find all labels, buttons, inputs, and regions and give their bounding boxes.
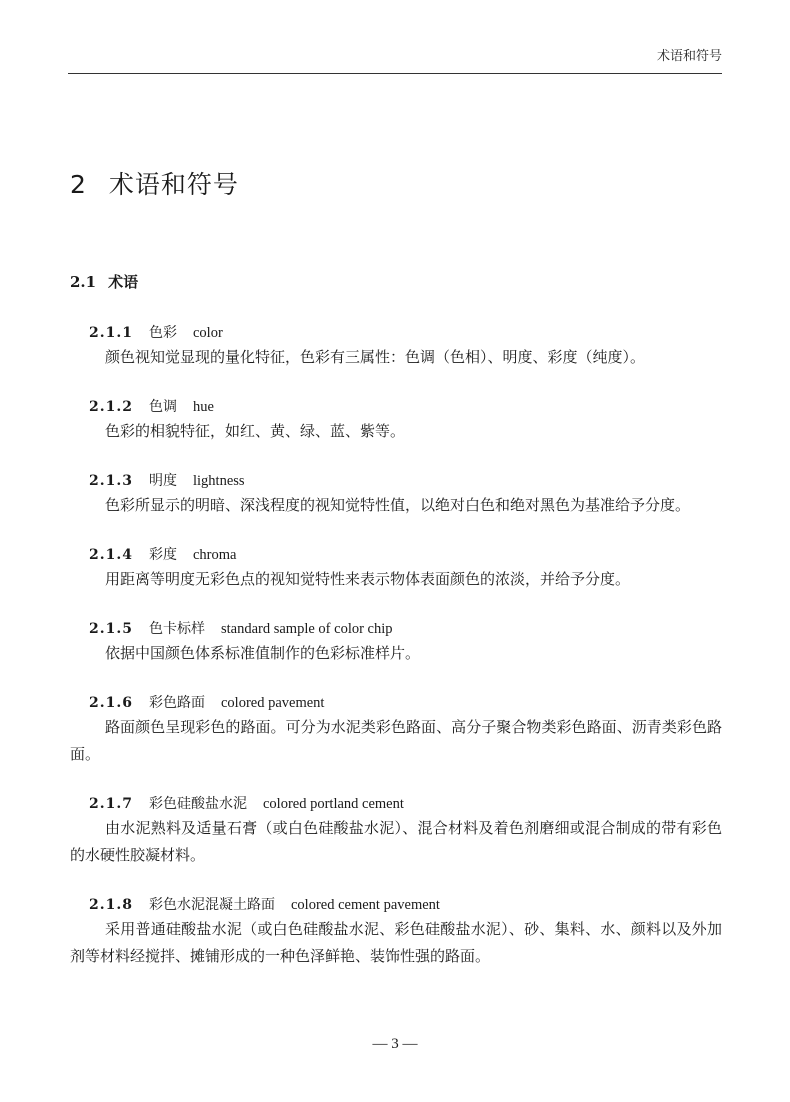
term-definition: 色彩所显示的明暗、深浅程度的视知觉特性值，以绝对白色和绝对黑色为基准给予分度。 [105, 496, 691, 514]
chapter-title: 术语和符号 [108, 170, 239, 199]
term-number: 2.1.3 [89, 473, 133, 489]
term-list [70, 322, 722, 970]
term-english: colored cement pavement [290, 897, 440, 913]
term-chinese: 彩度 [148, 547, 177, 563]
term-heading [70, 793, 722, 815]
term-entry [70, 793, 722, 869]
term-heading [70, 692, 722, 714]
term-definition: 路面颜色呈现彩色的路面。可分为水泥类彩色路面、高分子聚合物类彩色路面、沥青类彩色路面。 [70, 718, 722, 763]
term-definition: 色彩的相貌特征，如红、黄、绿、蓝、紫等。 [105, 422, 406, 440]
term-number: 2.1.1 [89, 325, 133, 341]
section-title: 术语 [108, 273, 139, 291]
term-english: lightness [192, 473, 245, 489]
term-english: colored pavement [220, 695, 325, 711]
running-header: 术语和符号 [656, 49, 722, 64]
term-definition: 颜色视知觉显现的量化特征，色彩有三属性：色调（色相）、明度、彩度（纯度）。 [105, 348, 646, 366]
chapter-heading [70, 168, 239, 202]
term-entry [70, 396, 722, 445]
term-english: color [192, 325, 223, 341]
term-number: 2.1.7 [89, 796, 133, 812]
term-entry [70, 618, 722, 667]
term-chinese: 色卡标样 [148, 621, 205, 637]
term-entry [70, 692, 722, 768]
term-heading [70, 618, 722, 640]
term-heading [70, 470, 722, 492]
term-chinese: 彩色水泥混凝土路面 [148, 897, 275, 913]
term-chinese: 色调 [148, 399, 177, 415]
page-number: — 3 — [372, 1036, 418, 1052]
term-definition: 采用普通硅酸盐水泥（或白色硅酸盐水泥、彩色硅酸盐水泥）、砂、集料、水、颜料以及外加剂等材料经搅拌、摊铺形成的一种色泽鲜艳、装饰性强的路面。 [70, 920, 722, 965]
term-entry [70, 894, 722, 970]
term-heading [70, 322, 722, 344]
term-definition: 由水泥熟料及适量石膏（或白色硅酸盐水泥）、混合材料及着色剂磨细或混合制成的带有彩色的水硬性胶凝材料。 [70, 819, 722, 864]
section-number: 2.1 [70, 273, 97, 291]
term-entry [70, 544, 722, 593]
section-heading [70, 271, 138, 293]
chapter-number: 2 [70, 170, 87, 199]
term-chinese: 彩色路面 [148, 695, 205, 711]
term-definition: 依据中国颜色体系标准值制作的色彩标准样片。 [105, 644, 421, 662]
term-number: 2.1.5 [89, 621, 133, 637]
term-chinese: 明度 [148, 473, 177, 489]
term-number: 2.1.6 [89, 695, 133, 711]
term-number: 2.1.4 [89, 547, 133, 563]
term-chinese: 彩色硅酸盐水泥 [148, 796, 247, 812]
term-entry [70, 322, 722, 371]
term-heading [70, 894, 722, 916]
term-english: chroma [192, 547, 237, 563]
term-number: 2.1.2 [89, 399, 133, 415]
term-chinese: 色彩 [148, 325, 177, 341]
term-definition: 用距离等明度无彩色点的视知觉特性来表示物体表面颜色的浓淡，并给予分度。 [105, 570, 631, 588]
term-heading [70, 396, 722, 418]
term-english: standard sample of color chip [220, 621, 393, 637]
header-rule [68, 73, 722, 74]
term-english: hue [192, 399, 214, 415]
term-english: colored portland cement [262, 796, 404, 812]
term-heading [70, 544, 722, 566]
term-number: 2.1.8 [89, 897, 133, 913]
term-entry [70, 470, 722, 519]
